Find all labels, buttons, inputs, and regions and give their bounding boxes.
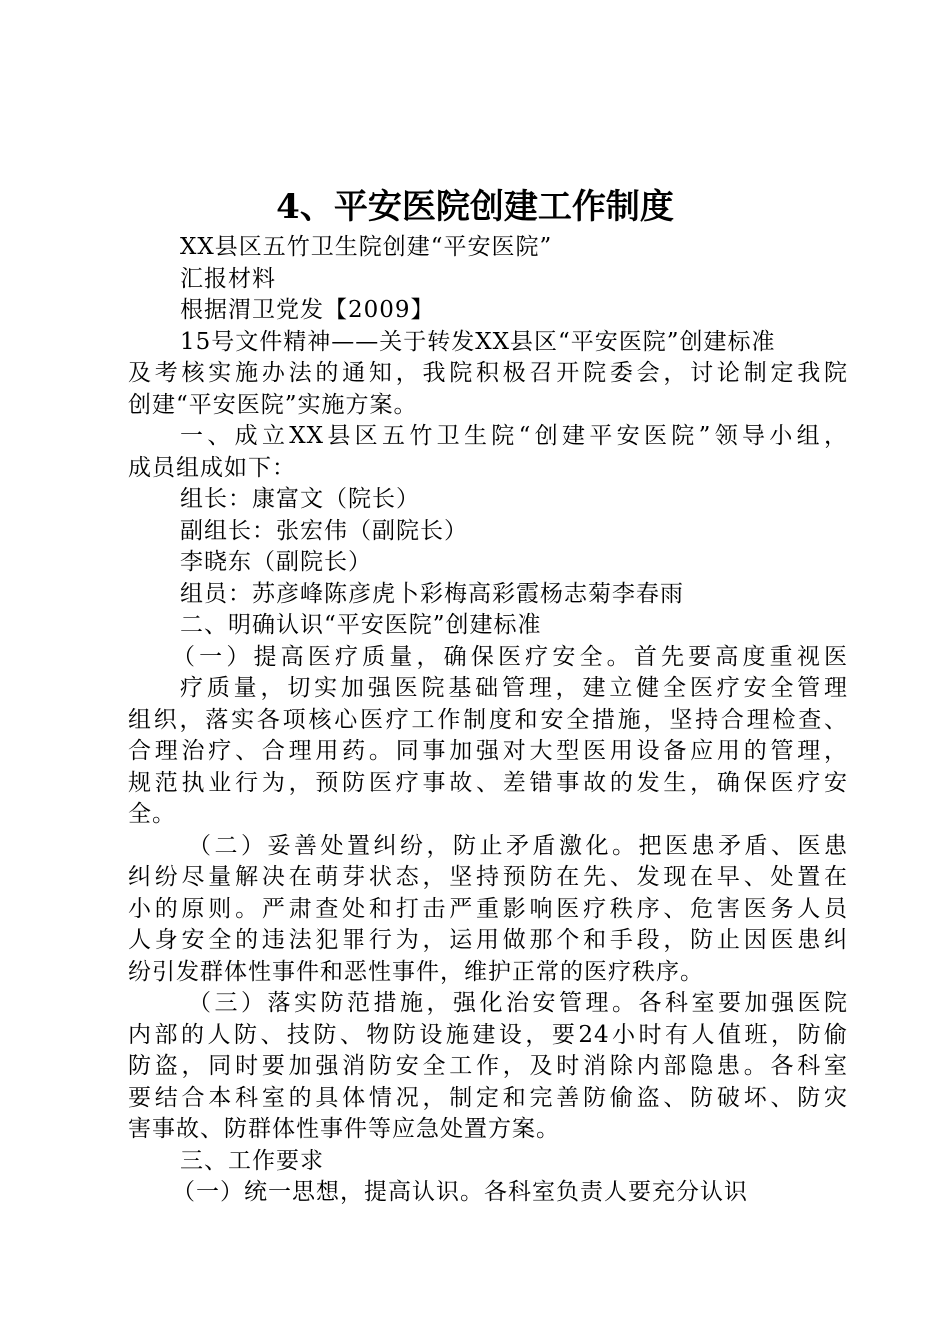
text-line: （一）提高医疗质量，确保医疗安全。首先要高度重视医 — [172, 643, 848, 670]
text-line: 规范执业行为，预防医疗事故、差错事故的发生，确保医疗安 — [128, 769, 848, 796]
text-line: 小的原则。严肃查处和打击严重影响医疗秩序、危害医务人员 — [128, 895, 848, 922]
text-line: 疗质量，切实加强医院基础管理，建立健全医疗安全管理 — [180, 675, 848, 701]
text-line: 副组长：张宏伟（副院长） — [180, 517, 468, 544]
text-line: 汇报材料 — [180, 265, 276, 292]
text-line: 创建“平安医院”实施方案。 — [128, 391, 418, 418]
text-line: 二、明确认识“平安医院”创建标准 — [180, 612, 542, 638]
text-line: 组员：苏彦峰陈彦虎卜彩梅高彩霞杨志菊李春雨 — [180, 580, 684, 607]
text-line: 组织，落实各项核心医疗工作制度和安全措施，坚持合理检查、 — [128, 706, 848, 733]
text-line: 要结合本科室的具体情况，制定和完善防偷盗、防破坏、防灾 — [128, 1084, 848, 1111]
text-line: 及考核实施办法的通知，我院积极召开院委会，讨论制定我院 — [128, 360, 848, 386]
text-line: 全。 — [128, 801, 176, 827]
text-line: 根据渭卫党发【2009】 — [180, 297, 435, 323]
text-line: 组长：康富文（院长） — [180, 486, 420, 512]
document-title: 4、平安医院创建工作制度 — [276, 187, 674, 227]
text-line: 防盗，同时要加强消防安全工作，及时消除内部隐患。各科室 — [128, 1053, 848, 1079]
text-line: 纠纷尽量解决在萌芽状态，坚持预防在先、发现在早、处置在 — [128, 864, 848, 890]
text-line: 李晓东（副院长） — [180, 549, 372, 575]
text-line: 一、成立XX县区五竹卫生院“创建平安医院”领导小组， — [180, 423, 848, 449]
text-line: 害事故、防群体性事件等应急处置方案。 — [128, 1116, 560, 1142]
text-line: 纷引发群体性事件和恶性事件，维护正常的医疗秩序。 — [128, 958, 704, 985]
text-line: 人身安全的违法犯罪行为，运用做那个和手段，防止因医患纠 — [128, 927, 848, 953]
document-body — [128, 232, 848, 1209]
text-line: 15号文件精神——关于转发XX县区“平安医院”创建标准 — [180, 328, 776, 355]
text-line: 合理治疗、合理用药。同事加强对大型医用设备应用的管理， — [128, 738, 848, 764]
text-line: 内部的人防、技防、物防设施建设，要24小时有人值班，防偷 — [128, 1021, 848, 1048]
text-line: （三）落实防范措施，强化治安管理。各科室要加强医院 — [188, 990, 848, 1016]
text-line: 成员组成如下： — [128, 454, 296, 481]
text-line: 三、工作要求 — [180, 1147, 324, 1174]
text-line: （二）妥善处置纠纷，防止矛盾激化。把医患矛盾、医患 — [188, 832, 848, 859]
text-line: （一）统一思想，提高认识。各科室负责人要充分认识 — [172, 1179, 748, 1205]
text-line: XX县区五竹卫生院创建“平安医院” — [180, 234, 553, 260]
